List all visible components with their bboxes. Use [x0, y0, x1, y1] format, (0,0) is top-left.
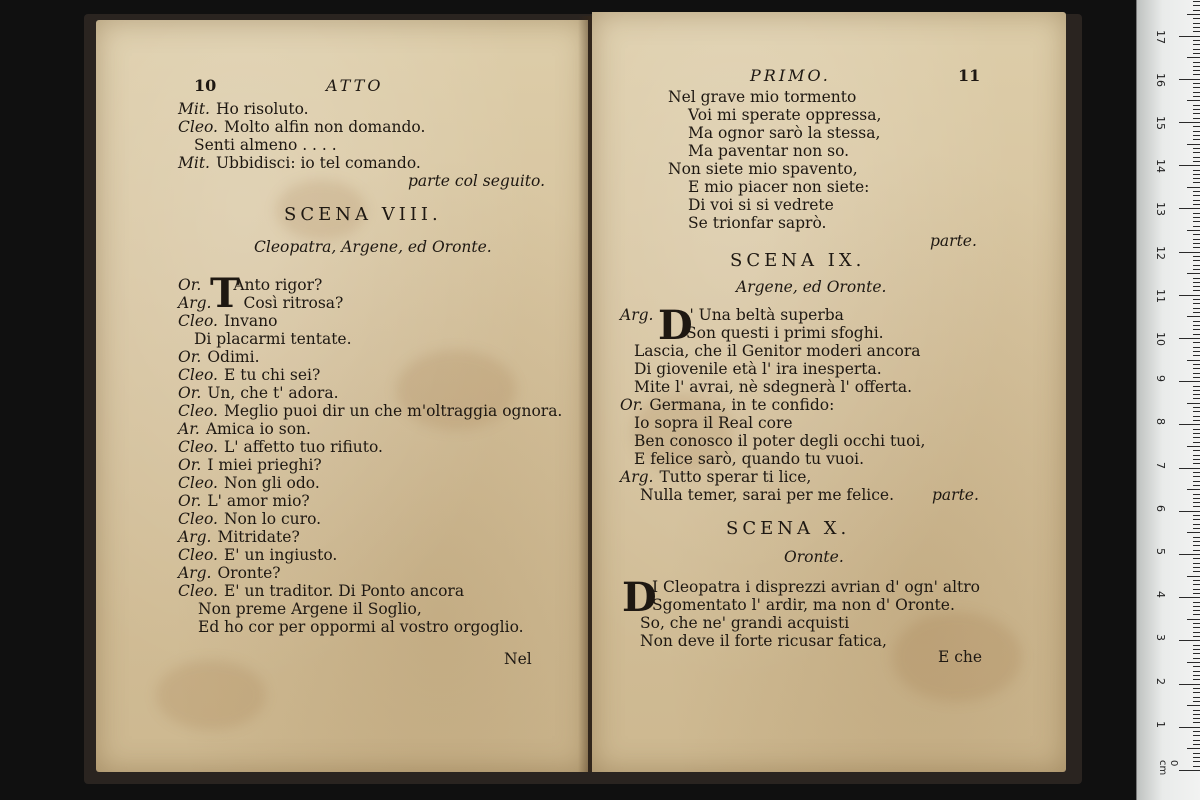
ruler-number: 16 — [1154, 72, 1167, 87]
stage-direction: parte. — [932, 486, 979, 504]
ruler-tick — [1193, 481, 1200, 482]
ruler-tick — [1193, 502, 1200, 503]
ruler-tick — [1187, 576, 1200, 577]
aria-line: Voi mi sperate oppressa, — [688, 106, 882, 124]
ruler-tick — [1193, 342, 1200, 343]
dialogue-line: Di giovenile età l' ira inesperta. — [634, 360, 882, 378]
ruler-tick — [1193, 247, 1200, 248]
ruler-tick — [1193, 563, 1200, 564]
dialogue-line: Mit. Ubbidisci: io tel comando. — [178, 154, 421, 172]
measuring-ruler — [1136, 0, 1200, 800]
ruler-tick — [1187, 144, 1200, 145]
dialogue-line: Io sopra il Real core — [634, 414, 793, 432]
ruler-tick — [1193, 653, 1200, 654]
dialogue-line: E felice sarò, quando tu vuoi. — [634, 450, 865, 468]
ruler-tick — [1193, 506, 1200, 507]
drop-cap: D — [622, 574, 657, 621]
ruler-tick — [1193, 351, 1200, 352]
ruler-number: 3 — [1154, 634, 1167, 642]
ruler-tick — [1193, 589, 1200, 590]
ruler-tick — [1193, 450, 1200, 451]
ruler-tick — [1193, 602, 1200, 603]
ruler-tick — [1193, 265, 1200, 266]
dialogue-line: Cleo. Molto alfin non domando. — [178, 118, 426, 136]
ruler-tick — [1179, 468, 1200, 469]
ruler-tick — [1179, 165, 1200, 166]
ruler-tick — [1193, 485, 1200, 486]
ruler-tick — [1193, 260, 1200, 261]
ruler-tick — [1193, 675, 1200, 676]
ruler-tick — [1179, 554, 1200, 555]
ruler-tick — [1179, 252, 1200, 253]
dialogue-line: Arg. Tutto sperar ti lice, — [620, 468, 812, 486]
ruler-tick — [1187, 273, 1200, 274]
ruler-tick — [1193, 632, 1200, 633]
ruler-tick — [1193, 152, 1200, 153]
ruler-number: 1 — [1154, 720, 1167, 728]
ruler-tick — [1193, 649, 1200, 650]
aria-line: Ma paventar non so. — [688, 142, 850, 160]
ruler-tick — [1193, 515, 1200, 516]
dialogue-line: Or. L' amor mio? — [178, 492, 310, 510]
aria-line: Se trionfar saprò. — [688, 214, 827, 232]
ruler-tick — [1193, 390, 1200, 391]
ruler-tick — [1193, 606, 1200, 607]
ruler-tick — [1193, 697, 1200, 698]
ruler-tick — [1179, 295, 1200, 296]
ruler-tick — [1179, 684, 1200, 685]
ruler-tick — [1193, 364, 1200, 365]
ruler-tick — [1193, 658, 1200, 659]
right-page — [592, 12, 1066, 772]
ruler-tick — [1193, 213, 1200, 214]
ruler-tick — [1193, 49, 1200, 50]
ruler-tick — [1193, 221, 1200, 222]
ruler-tick — [1193, 623, 1200, 624]
ruler-tick — [1193, 666, 1200, 667]
ruler-tick — [1193, 191, 1200, 192]
ruler-tick — [1193, 627, 1200, 628]
ruler-tick — [1193, 429, 1200, 430]
catchword: E che — [938, 648, 983, 666]
dialogue-line: Non preme Argene il Soglio, — [198, 600, 422, 618]
ruler-tick — [1193, 105, 1200, 106]
ruler-tick — [1193, 347, 1200, 348]
dialogue-line: Ed ho cor per oppormi al vostro orgoglio. — [198, 618, 524, 636]
ruler-tick — [1193, 679, 1200, 680]
ruler-tick — [1193, 126, 1200, 127]
catchword: Nel — [504, 650, 532, 668]
scene-title: SCENA IX. — [730, 250, 866, 271]
ruler-tick — [1193, 636, 1200, 637]
dialogue-line: Arg. Mitridate? — [178, 528, 300, 546]
stain — [156, 660, 266, 730]
drop-cap: D — [658, 302, 693, 349]
ruler-number: 9 — [1154, 375, 1167, 383]
dialogue-line: Or. Odimi. — [178, 348, 260, 366]
ruler-number: 11 — [1154, 288, 1167, 303]
ruler-tick — [1193, 70, 1200, 71]
ruler-tick — [1193, 31, 1200, 32]
ruler-tick — [1193, 731, 1200, 732]
ruler-tick — [1187, 230, 1200, 231]
ruler-number: 14 — [1154, 159, 1167, 174]
ruler-tick — [1193, 44, 1200, 45]
ruler-tick — [1193, 688, 1200, 689]
aria-line: Non siete mio spavento, — [668, 160, 858, 178]
dialogue-line: Arg. ' Una beltà superba — [620, 306, 844, 324]
running-head: ATTO — [326, 76, 384, 95]
dialogue-line: Cleo. E' un ingiusto. — [178, 546, 338, 564]
ruler-tick — [1193, 234, 1200, 235]
aria-line: E mio piacer non siete: — [688, 178, 870, 196]
aria-line: Ma ognor sarò la stessa, — [688, 124, 881, 142]
ruler-tick — [1193, 204, 1200, 205]
ruler-tick — [1187, 532, 1200, 533]
ruler-tick — [1193, 10, 1200, 11]
dialogue-line: Lascia, che il Genitor moderi ancora — [634, 342, 921, 360]
ruler-tick — [1179, 511, 1200, 512]
scene-title: SCENA VIII. — [284, 204, 442, 225]
ruler-tick — [1193, 83, 1200, 84]
ruler-tick — [1193, 377, 1200, 378]
ruler-tick — [1193, 701, 1200, 702]
ruler-tick — [1193, 394, 1200, 395]
ruler-tick — [1187, 57, 1200, 58]
dialogue-line: Or. Anto rigor? — [178, 276, 323, 294]
ruler-tick — [1193, 545, 1200, 546]
ruler-tick — [1193, 714, 1200, 715]
stage-direction: parte. — [930, 232, 977, 250]
ruler-tick — [1193, 416, 1200, 417]
ruler-tick — [1193, 290, 1200, 291]
ruler-tick — [1193, 170, 1200, 171]
dialogue-line: Non deve il forte ricusar fatica, — [640, 632, 887, 650]
ruler-tick — [1193, 113, 1200, 114]
ruler-tick — [1193, 226, 1200, 227]
scene-title: SCENA X. — [726, 518, 851, 539]
dialogue-line: Arg. Oronte? — [178, 564, 281, 582]
ruler-tick — [1193, 645, 1200, 646]
ruler-tick — [1193, 139, 1200, 140]
ruler-tick — [1193, 761, 1200, 762]
ruler-tick — [1193, 27, 1200, 28]
ruler-tick — [1179, 36, 1200, 37]
ruler-tick — [1193, 62, 1200, 63]
ruler-tick — [1193, 157, 1200, 158]
ruler-tick — [1193, 66, 1200, 67]
ruler-tick — [1193, 200, 1200, 201]
ruler-tick — [1193, 178, 1200, 179]
ruler-tick — [1193, 740, 1200, 741]
ruler-tick — [1193, 744, 1200, 745]
ruler-tick — [1187, 489, 1200, 490]
ruler-tick — [1193, 195, 1200, 196]
ruler-tick — [1187, 14, 1200, 15]
ruler-number: 4 — [1154, 591, 1167, 599]
ruler-tick — [1193, 243, 1200, 244]
ruler-tick — [1179, 79, 1200, 80]
drop-cap: T — [210, 270, 240, 317]
dialogue-line: Cleo. Non lo curo. — [178, 510, 322, 528]
dialogue-line: Mit. Ho risoluto. — [178, 100, 309, 118]
ruler-tick — [1193, 161, 1200, 162]
ruler-tick — [1187, 705, 1200, 706]
ruler-tick — [1193, 710, 1200, 711]
ruler-tick — [1193, 299, 1200, 300]
ruler-tick — [1193, 308, 1200, 309]
ruler-tick — [1193, 334, 1200, 335]
ruler-tick — [1193, 325, 1200, 326]
ruler-tick — [1187, 187, 1200, 188]
ruler-tick — [1179, 424, 1200, 425]
ruler-number: 6 — [1154, 504, 1167, 512]
ruler-tick — [1193, 87, 1200, 88]
ruler-tick — [1187, 403, 1200, 404]
ruler-tick — [1193, 398, 1200, 399]
ruler-tick — [1193, 757, 1200, 758]
ruler-tick — [1179, 208, 1200, 209]
aria-line: Nel grave mio tormento — [668, 88, 857, 106]
ruler-tick — [1193, 550, 1200, 551]
ruler-tick — [1193, 610, 1200, 611]
dialogue-line: Or. I miei prieghi? — [178, 456, 322, 474]
dialogue-line: Or. Germana, in te confido: — [620, 396, 835, 414]
ruler-tick — [1193, 420, 1200, 421]
ruler-tick — [1193, 541, 1200, 542]
ruler-tick — [1187, 446, 1200, 447]
ruler-tick — [1193, 442, 1200, 443]
ruler-tick — [1187, 619, 1200, 620]
ruler-number: 13 — [1154, 202, 1167, 217]
ruler-tick — [1193, 148, 1200, 149]
dialogue-line: Arg. Così ritrosa? — [178, 294, 344, 312]
dialogue-line: Son questi i primi sfoghi. — [686, 324, 884, 342]
dialogue-line: Cleo. Non gli odo. — [178, 474, 320, 492]
ruler-tick — [1193, 373, 1200, 374]
ruler-unit-label: 0 cm — [1157, 760, 1179, 776]
ruler-tick — [1193, 593, 1200, 594]
ruler-tick — [1193, 437, 1200, 438]
ruler-tick — [1193, 433, 1200, 434]
dialogue-line: Or. Un, che t' adora. — [178, 384, 339, 402]
ruler-tick — [1187, 360, 1200, 361]
ruler-tick — [1193, 239, 1200, 240]
ruler-tick — [1179, 381, 1200, 382]
ruler-tick — [1193, 5, 1200, 6]
dialogue-line: Senti almeno . . . . — [194, 136, 337, 154]
ruler-tick — [1179, 770, 1200, 771]
ruler-tick — [1193, 472, 1200, 473]
ruler-tick — [1193, 498, 1200, 499]
ruler-number: 2 — [1154, 677, 1167, 685]
ruler-tick — [1193, 411, 1200, 412]
ruler-tick — [1193, 671, 1200, 672]
dialogue-line: Cleo. L' affetto tuo rifiuto. — [178, 438, 383, 456]
ruler-number: 12 — [1154, 245, 1167, 260]
ruler-number: 5 — [1154, 548, 1167, 555]
ruler-tick — [1193, 407, 1200, 408]
ruler-tick — [1193, 584, 1200, 585]
dialogue-line: So, che ne' grandi acquisti — [640, 614, 850, 632]
ruler-tick — [1193, 23, 1200, 24]
ruler-tick — [1193, 40, 1200, 41]
ruler-tick — [1193, 614, 1200, 615]
ruler-tick — [1193, 321, 1200, 322]
ruler-tick — [1193, 282, 1200, 283]
ruler-tick — [1193, 476, 1200, 477]
ruler-tick — [1193, 256, 1200, 257]
ruler-tick — [1193, 286, 1200, 287]
ruler-tick — [1193, 766, 1200, 767]
dialogue-line: I Cleopatra i disprezzi avrian d' ogn' altro — [652, 578, 980, 596]
ruler-tick — [1193, 174, 1200, 175]
ruler-number: 7 — [1154, 461, 1167, 469]
ruler-tick — [1193, 735, 1200, 736]
ruler-tick — [1179, 597, 1200, 598]
ruler-tick — [1187, 100, 1200, 101]
ruler-tick — [1193, 558, 1200, 559]
ruler-number: 10 — [1154, 332, 1167, 346]
page-number: 11 — [958, 66, 981, 85]
ruler-tick — [1193, 386, 1200, 387]
ruler-tick — [1193, 135, 1200, 136]
ruler-tick — [1193, 96, 1200, 97]
stage-direction: parte col seguito. — [408, 172, 546, 190]
ruler-tick — [1179, 122, 1200, 123]
ruler-tick — [1193, 109, 1200, 110]
aria-line: Di voi si si vedrete — [688, 196, 834, 214]
scene-cast: Cleopatra, Argene, ed Oronte. — [254, 238, 492, 256]
ruler-tick — [1179, 640, 1200, 641]
ruler-tick — [1179, 338, 1200, 339]
dialogue-line: Sgomentato l' ardir, ma non d' Oronte. — [652, 596, 955, 614]
ruler-tick — [1193, 494, 1200, 495]
ruler-tick — [1193, 580, 1200, 581]
dialogue-line: Di placarmi tentate. — [194, 330, 352, 348]
ruler-tick — [1193, 524, 1200, 525]
ruler-number: 15 — [1154, 116, 1167, 130]
ruler-tick — [1179, 727, 1200, 728]
dialogue-line: Ar. Amica io son. — [178, 420, 311, 438]
ruler-tick — [1193, 1, 1200, 2]
ruler-tick — [1193, 368, 1200, 369]
ruler-tick — [1193, 718, 1200, 719]
dialogue-line: Nulla temer, sarai per me felice. — [640, 486, 895, 504]
ruler-tick — [1193, 329, 1200, 330]
ruler-tick — [1193, 182, 1200, 183]
ruler-tick — [1193, 722, 1200, 723]
ruler-tick — [1193, 278, 1200, 279]
ruler-tick — [1193, 269, 1200, 270]
ruler-tick — [1193, 537, 1200, 538]
ruler-tick — [1193, 567, 1200, 568]
ruler-tick — [1193, 571, 1200, 572]
dialogue-line: Cleo. E tu chi sei? — [178, 366, 321, 384]
ruler-tick — [1193, 92, 1200, 93]
ruler-tick — [1193, 303, 1200, 304]
ruler-number: 8 — [1154, 418, 1167, 426]
ruler-tick — [1187, 748, 1200, 749]
ruler-tick — [1193, 131, 1200, 132]
dialogue-line: Cleo. Invano — [178, 312, 278, 330]
ruler-tick — [1187, 662, 1200, 663]
dialogue-line: Ben conosco il poter degli occhi tuoi, — [634, 432, 926, 450]
running-head: PRIMO. — [750, 66, 831, 85]
dialogue-line: Cleo. Meglio puoi dir un che m'oltraggia ognora. — [178, 402, 563, 420]
scene-cast: Oronte. — [784, 548, 844, 566]
ruler-tick — [1193, 753, 1200, 754]
scene-cast: Argene, ed Oronte. — [736, 278, 887, 296]
ruler-tick — [1193, 74, 1200, 75]
ruler-tick — [1193, 312, 1200, 313]
dialogue-line: Cleo. E' un traditor. Di Ponto ancora — [178, 582, 465, 600]
ruler-tick — [1193, 53, 1200, 54]
ruler-tick — [1193, 692, 1200, 693]
dialogue-line: Mite l' avrai, nè sdegnerà l' offerta. — [634, 378, 913, 396]
ruler-tick — [1193, 459, 1200, 460]
ruler-tick — [1193, 118, 1200, 119]
ruler-tick — [1193, 519, 1200, 520]
left-page — [96, 20, 588, 772]
ruler-tick — [1193, 18, 1200, 19]
ruler-tick — [1193, 455, 1200, 456]
ruler-tick — [1187, 316, 1200, 317]
ruler-tick — [1193, 528, 1200, 529]
ruler-tick — [1193, 217, 1200, 218]
ruler-tick — [1193, 355, 1200, 356]
ruler-number: 17 — [1154, 29, 1167, 44]
ruler-tick — [1193, 463, 1200, 464]
page-number: 10 — [194, 76, 217, 95]
